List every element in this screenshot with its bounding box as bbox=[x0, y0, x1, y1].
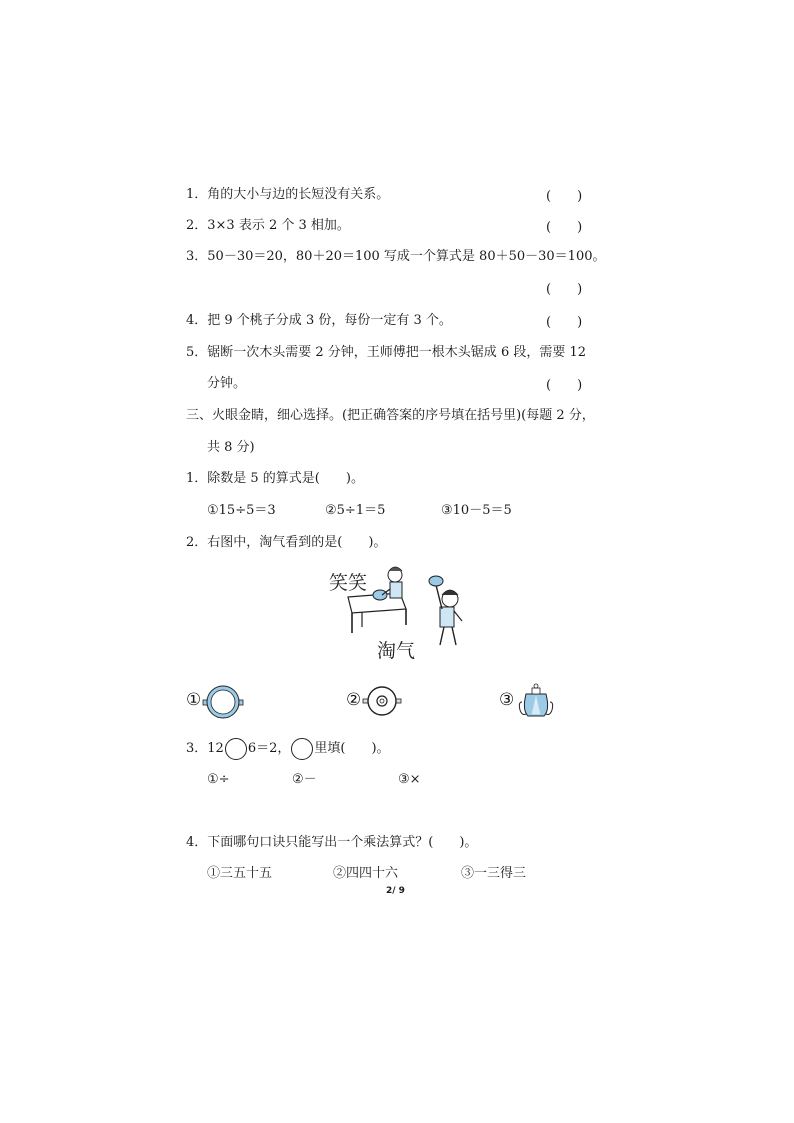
answer-paren-1[interactable]: ( ) bbox=[546, 189, 583, 204]
judge-item-4: 4．把 9 个桃子分成 3 份，每份一定有 3 个。 bbox=[186, 313, 452, 328]
q1-option-2[interactable]: ②5÷1＝5 bbox=[325, 503, 386, 518]
q4-option-3[interactable]: ③一三得三 bbox=[461, 866, 527, 881]
blank-circle-2[interactable] bbox=[291, 738, 313, 760]
teapot-lid-view-icon[interactable] bbox=[362, 680, 402, 722]
q1-option-3[interactable]: ③10－5＝5 bbox=[441, 503, 512, 518]
teapot-side-view-icon[interactable] bbox=[516, 680, 556, 720]
q4-option-1[interactable]: ①三五十五 bbox=[207, 866, 273, 881]
section-heading-cont: 共 8 分) bbox=[207, 440, 255, 455]
judge-item-1: 1．角的大小与边的长短没有关系。 bbox=[186, 187, 390, 202]
blank-circle-1[interactable] bbox=[225, 738, 247, 760]
q3-stem-part-a: 3．12 bbox=[186, 741, 224, 756]
question-2-stem: 2．右图中，淘气看到的是( )。 bbox=[186, 535, 387, 550]
q2-option-2-label[interactable]: ② bbox=[346, 690, 362, 710]
answer-paren-3[interactable]: ( ) bbox=[546, 282, 583, 297]
illustration-children-teapot bbox=[340, 565, 480, 650]
question-3-stem bbox=[186, 737, 390, 761]
judge-item-5: 5．锯断一次木头需要 2 分钟，王师傅把一根木头锯成 6 段，需要 12 bbox=[186, 345, 587, 360]
q3-stem-part-c: 里填( )。 bbox=[314, 741, 390, 756]
teapot-top-view-icon[interactable] bbox=[201, 682, 245, 722]
q2-option-3-label[interactable]: ③ bbox=[499, 690, 515, 710]
judge-item-3: 3．50－30＝20，80＋20＝100 写成一个算式是 80＋50－30＝100。 bbox=[186, 249, 606, 264]
q2-option-1-label[interactable]: ① bbox=[186, 690, 202, 710]
answer-paren-4[interactable]: ( ) bbox=[546, 315, 583, 330]
q3-stem-part-b: 6＝2， bbox=[247, 741, 291, 756]
q3-option-1[interactable]: ①÷ bbox=[207, 772, 230, 787]
answer-paren-5[interactable]: ( ) bbox=[546, 378, 583, 393]
q4-option-2[interactable]: ②四四十六 bbox=[333, 866, 399, 881]
judge-item-2: 2．3×3 表示 2 个 3 相加。 bbox=[186, 218, 350, 233]
question-1-stem: 1．除数是 5 的算式是( )。 bbox=[186, 471, 364, 486]
judge-item-5-cont: 分钟。 bbox=[207, 376, 247, 391]
page-number: 2/ 9 bbox=[386, 886, 405, 896]
q3-option-3[interactable]: ③× bbox=[398, 772, 421, 787]
label-taoqi: 淘气 bbox=[377, 640, 416, 662]
answer-paren-2[interactable]: ( ) bbox=[546, 220, 583, 235]
question-4-stem: 4．下面哪句口诀只能写出一个乘法算式？( )。 bbox=[186, 835, 478, 850]
q3-option-2[interactable]: ②－ bbox=[292, 772, 317, 787]
label-xiaoxiao: 笑笑 bbox=[329, 572, 368, 594]
section-heading: 三、火眼金睛，细心选择。(把正确答案的序号填在括号里)(每题 2 分， bbox=[186, 408, 595, 423]
q1-option-1[interactable]: ①15÷5＝3 bbox=[207, 503, 276, 518]
